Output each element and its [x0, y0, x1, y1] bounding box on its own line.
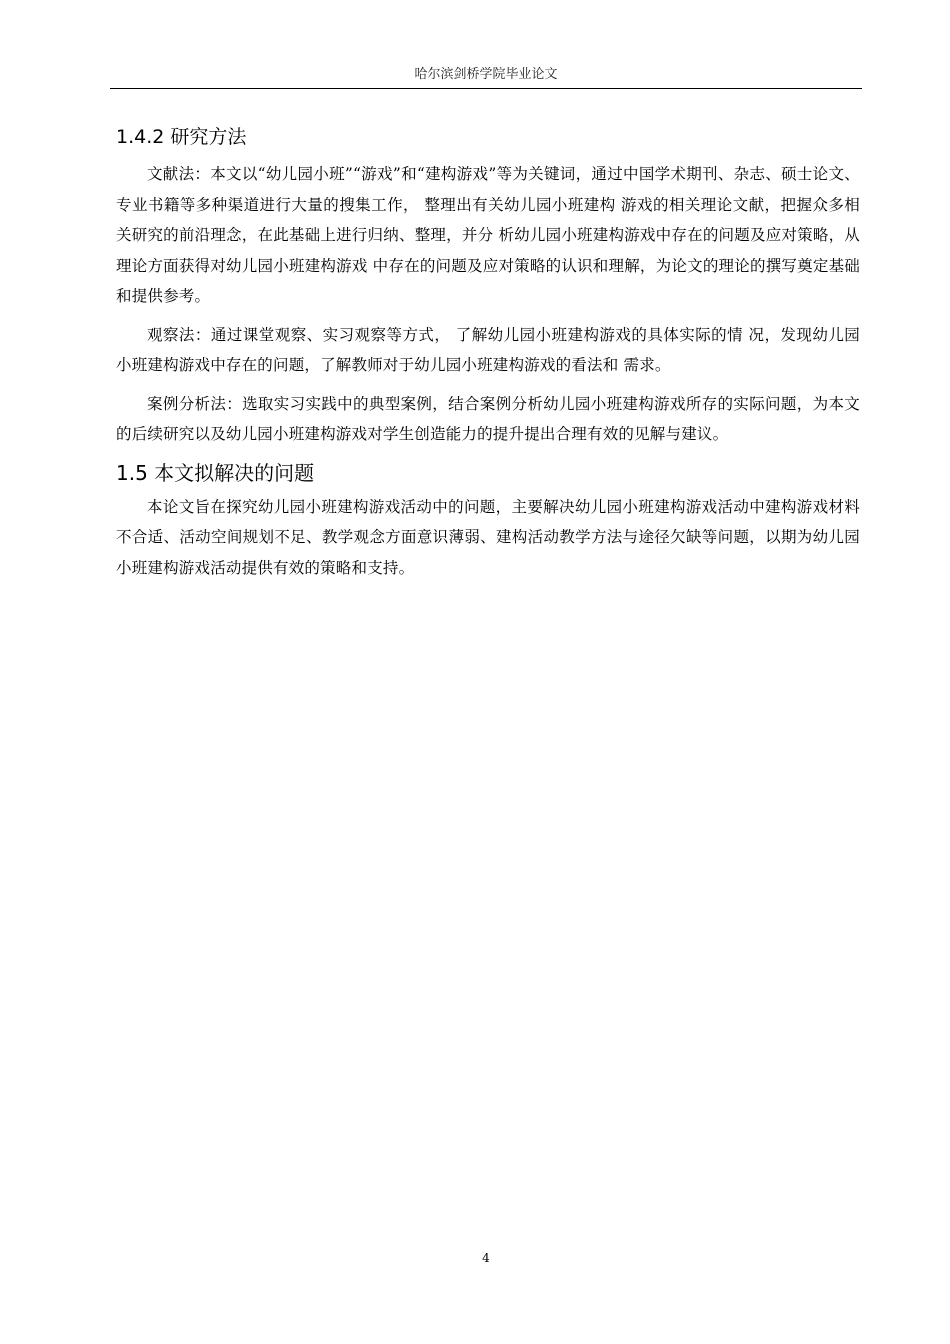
page-number: 4	[482, 1251, 490, 1265]
header-divider	[110, 88, 862, 89]
section-heading-research-methods: 1.4.2 研究方法	[116, 126, 247, 148]
paragraph-observation-method: 观察法：通过课堂观察、实习观察等方式， 了解幼儿园小班建构游戏的具体实际的情 况，发现幼儿园小班建构游戏中存在的问题，了解教师对于幼儿园小班建构游戏的看法和 需求。	[116, 325, 860, 374]
running-header: 哈尔滨剑桥学院毕业论文	[414, 67, 558, 82]
paragraph-case-analysis-method: 案例分析法：选取实习实践中的典型案例，结合案例分析幼儿园小班建构游戏所存的实际问题，为本文的后续研究以及幼儿园小班建构游戏对学生创造能力的提升提出合理有效的见解与建议。	[116, 394, 860, 443]
paragraph-literature-method: 文献法：本文以“幼儿园小班”“游戏”和“建构游戏”等为关键词，通过中国学术期刊、杂志、硕士论文、专业书籍等多种渠道进行大量的搜集工作， 整理出有关幼儿园小班建构 游戏的相关理论文献，把握众多相关研究的前沿理念，在此基础上进行归纳、整理，并分 析幼儿园小班建构游戏中存在的问题及应对策略，从理论方面获得对幼儿园小班建构游戏 中存在的问题及应对策略的认识和理解，为论文的理论的撰写奠定基础和提供参考。	[116, 165, 860, 305]
section-heading-problems: 1.5 本文拟解决的问题	[116, 460, 315, 485]
paragraph-problems: 本论文旨在探究幼儿园小班建构游戏活动中的问题，主要解决幼儿园小班建构游戏活动中建构游戏材料不合适、活动空间规划不足、教学观念方面意识薄弱、建构活动教学方法与途径欠缺等问题，以期为幼儿园小班建构游戏活动提供有效的策略和支持。	[116, 497, 860, 577]
page-body	[116, 124, 860, 591]
